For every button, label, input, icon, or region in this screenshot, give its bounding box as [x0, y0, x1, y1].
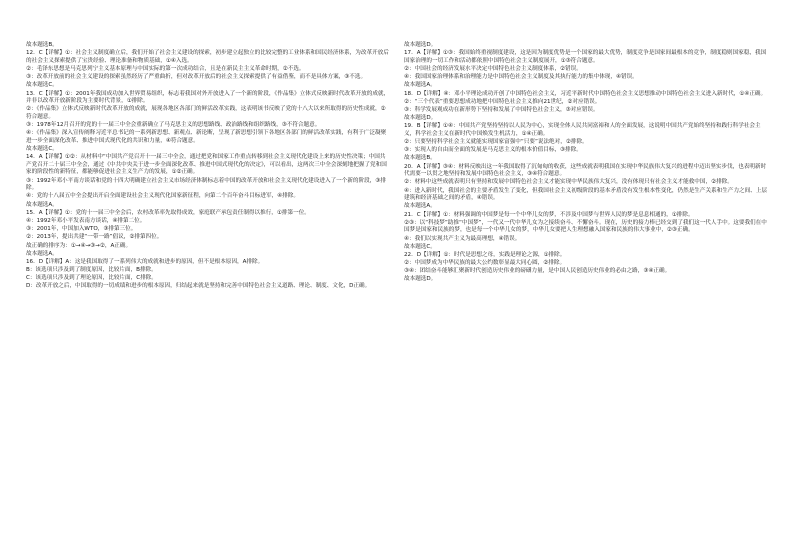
left-paragraph: C：该选项只涉及到了理论原因，比较片面，C排除。	[26, 275, 157, 282]
left-paragraph: 故本题选A。	[26, 201, 58, 208]
left-paragraph: 16．D【详解】A：这是我国取得了一系列伟大的成就和进步的原因，但不是根本原因，A排除。	[26, 258, 264, 265]
right-paragraph: ②：中国梦成为中华民族的最大公约数彰显最大同心圆，②排除。	[404, 260, 566, 267]
right-paragraph: ②：材料中这些成就表明只有坚持和发展中国特色社会主义才能实现中华民族伟大复兴，没有体现只有社会主义才能救中国，②排除。	[404, 179, 733, 186]
right-paragraph: ④：进入新时代，我国社会的主要矛盾发生了变化，但我国社会主义初级阶段的基本矛盾没有发生根本性变化，仍然是生产关系和生产力之间、上层建筑和经济基础之间的矛盾，④错误。	[404, 187, 768, 202]
right-paragraph: ④：我们以实现共产主义为最高理想，④错误。	[404, 235, 521, 242]
right-paragraph: 22．D【详解】①：时代是思想之母，实践是理论之源，①排除。	[404, 251, 566, 258]
left-paragraph: ②：2013年，提出共建“一带一路”倡议，②排第四位。	[26, 234, 163, 241]
left-paragraph: 故本题选B。	[26, 42, 58, 48]
right-paragraph: ②：“三个代表”重要思想成功地把中国特色社会主义推向21世纪，②对应错误。	[404, 98, 601, 105]
left-paragraph: B：该选项只涉及到了制度原因，比较片面，B排除。	[26, 267, 157, 274]
left-paragraph: ②：《作品集》立体式反映新时代改革开放的成就，展现各地区各部门的鲜活改革实践，这表明该书反映了党的十八大以来所取得的历史性成就，②符合题意。	[26, 106, 386, 120]
right-paragraph: ②③：以“科技梦”助推“中国梦”，一代又一代中华儿女为之接续奋斗、不懈奋斗。现在，历史的接力棒已经交到了我们这一代人手中。这要我们在中国梦是国家和民族的梦，也是每一个中华儿女的梦，中华儿女要把人生理想融入国家和民族的伟大事业中，②③正确。	[404, 219, 767, 234]
right-paragraph: 19．B【详解】①④：中国共产党坚持坚持以人民为中心，实现全体人民共同富裕和人的全面发展，这说明中国共产党始终坚持和践行科学社会主义，科学社会主义在新时代中国焕发生机活力，①④正确。	[404, 123, 761, 137]
left-paragraph: 12．C【详解】①：社会主义制度确立后，我们开始了社会主义建设的探索，初步建立起独立的比较完整的工业体系和国民经济体系，为改革开放后的社会主义探索提供了宝贵经验、理论准备和物质基础，①④入选。	[26, 50, 389, 64]
right-column	[404, 42, 768, 285]
right-paragraph: 故本题选C。	[404, 243, 436, 250]
left-paragraph: 故本题选A。	[26, 250, 58, 257]
right-paragraph: 故本题选A。	[404, 203, 436, 210]
right-paragraph: ③：实现人的自由而全面的发展是马克思主义的根本价值目标，③排除。	[404, 147, 582, 154]
right-paragraph: ②：只要坚持科学社会主义就能实现国家富强中“只要”说法绝对，②排除。	[404, 139, 588, 146]
right-paragraph: ②：中国社会的经济发展水平决定中国特色社会主义制度体系，②错误。	[404, 65, 582, 72]
left-paragraph: 故本题选C。	[26, 82, 58, 89]
right-paragraph: ③：科学发展观成功在新形势下坚持和发展了中国特色社会主义，③对应错误。	[404, 106, 599, 113]
left-paragraph: ②：毛泽东思想是马克思列宁主义基本原理与中国实际的第一次成功结合，且是在新民主主义革命时期，②不选。	[26, 65, 305, 72]
left-paragraph: D：改革开放之后，中国取得的一切成绩和进步的根本原因，归结起来就是坚持和完善中国特色社会主义道路、理论、制度、文化，D正确。	[26, 283, 371, 290]
left-paragraph: ③：改革开放前的社会主义建设的探索虽然经历了严重曲折，但对改革开放后的社会主义探索提供了有益借鉴，而不是具体方案，③不选。	[26, 74, 367, 81]
left-paragraph: 15．A【详解】①：党的十一届三中全会后，农村改革率先取得成效，家庭联产承包责任制得以推行，①排第一位。	[26, 209, 310, 216]
left-paragraph: 故正确的排序为：①→④→③→②，A正确。	[26, 242, 132, 249]
left-paragraph: 13．C【详解】①：2001年我国成功加入世界贸易组织，标志着我国对外开放进入了一个新的阶段，《作品集》立体式反映新时代改革开放的成就，并非以改革开放新阶段为主要时代背景，①排除。	[26, 90, 390, 105]
right-paragraph: 21．C【详解】①：材料强调的中国梦是每一个中华儿女的梦，不涉及中国梦与世界人民的梦是息息相通的，①排除。	[404, 211, 694, 218]
left-paragraph: 14．A【详解】①②：从材料中“中国共产党召开十一届三中全会，通过把党和国家工作重点转移到社会主义现代化建设上来的历史性决策；中国共产党召开二十届三中全会，通过《中共中央关于进一步全面深化改革、推进中国式现代化的决定》，可以看出，这两次三中全会深刻地把握了党和国家的阶段性的新特征，都能够促进社会主义生产力的发展，①②正确。	[26, 154, 387, 176]
right-paragraph: 20．A【详解】③④：材料反映出这一年我国取得了沉甸甸的收获，这些成就表明我国在实现中华民族伟大复兴的进程中迈出坚实步伐，也表明新时代需要一以贯之地坚持和发展中国特色社会主义，③④符合题意。	[404, 163, 767, 178]
left-paragraph: ④：1992年邓小平发表南方谈话，④排第二位。	[26, 217, 146, 224]
right-paragraph: ④：我国国家治理体系和治理能力是中国特色社会主义制度及其执行能力的集中体现，④错误。	[404, 74, 638, 81]
right-paragraph: ③④：团结奋斗能够汇聚新时代创造历史伟业的磅礴力量，是中国人民创造历史伟业的必由之路，③④正确。	[404, 268, 671, 275]
left-column	[26, 42, 390, 292]
right-paragraph: 18．D【详解】④：邓小平理论成功开创了中国特色社会主义，习近平新时代中国特色社会主义思想推动中国特色社会主义进入新时代，①④正确。	[404, 90, 767, 97]
right-paragraph: 故本题选B。	[404, 155, 436, 162]
left-paragraph: ④：党的十八届五中全会提出开启全面建设社会主义现代化国家新征程，向第二个百年奋斗目标进军，④排除。	[26, 193, 299, 200]
left-paragraph: ③：2001年，中国加入WTO，③排第三位。	[26, 226, 137, 233]
right-paragraph: 17．A【详解】①③：我国始终重视制度建设，这是因为制度优势是一个国家的最大优势，制度竞争是国家间最根本的竞争，制度稳则国家稳，我国国家治理的一切工作和活动都依照中国特色社会主义制度展开，①③符合题意。	[404, 50, 767, 64]
left-paragraph: 故本题选C。	[26, 146, 58, 153]
left-paragraph: ③：1992年邓小平南方谈话和党的十四大明确建立社会主义市场经济体制标志着中国的改革开放和社会主义现代化建设进入了一个新的阶段，③排除。	[26, 177, 386, 192]
left-paragraph: ③：1978年12月召开的党的十一届三中全会重新确立了马克思主义的思想路线、政治路线和组织路线，③不符合题意。	[26, 122, 321, 129]
left-paragraph: ④：《作品集》深入宣传阐释习近平总书记的一系列新思想、新观点、新论断，呈现了新思想引领下各地区各部门的鲜活改革实践，有利于广泛凝聚进一步全面深化改革、推进中国式现代化的共识和力量，④符合题意。	[26, 130, 387, 144]
right-paragraph: 故本题选D。	[404, 115, 437, 122]
right-paragraph: 故本题选A。	[404, 82, 436, 89]
right-paragraph: 故本题选D。	[404, 42, 437, 48]
right-paragraph: 故本题选D。	[404, 276, 437, 283]
